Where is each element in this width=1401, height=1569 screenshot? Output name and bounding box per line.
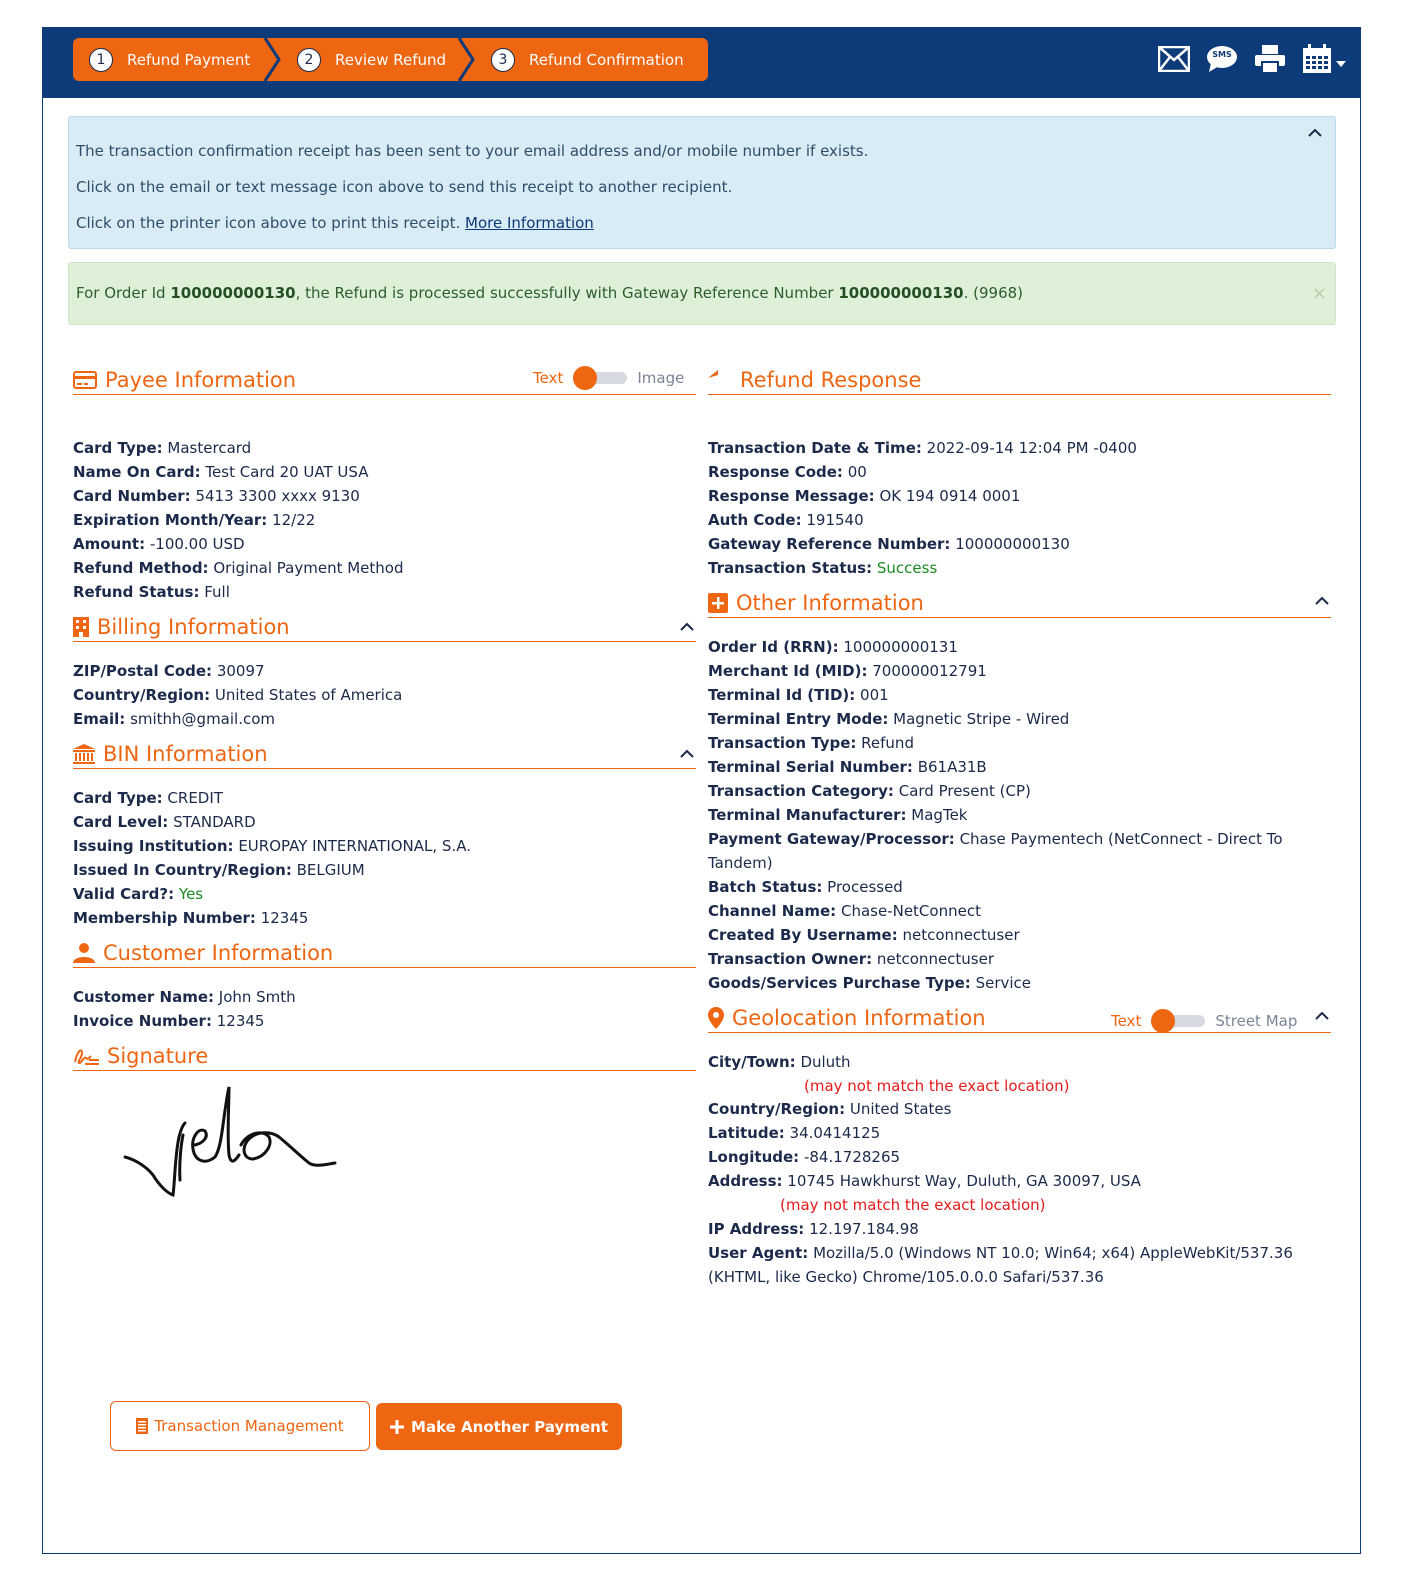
field-label: Invoice Number: [73,1012,212,1030]
receipt-actions [1158,44,1346,74]
collapse-chevron-icon[interactable] [1308,128,1322,137]
geo-view-toggle[interactable] [1111,1012,1297,1030]
payee-row [73,510,315,530]
section-title: Billing Information [97,614,290,639]
field-label: Country/Region: [73,686,211,704]
bin-row [73,884,203,904]
field-label: Terminal Serial Number: [708,758,913,776]
bank-icon [73,744,95,764]
field-value: 12345 [260,909,309,927]
left-column [73,363,696,1103]
other-row [708,877,903,897]
geo-row [708,1123,880,1143]
field-value: Service [975,974,1032,992]
field-label: User Agent: [708,1244,809,1262]
field-label: Response Code: [708,463,843,481]
field-value: Success [876,559,938,577]
field-value: -100.00 USD [149,535,245,553]
other-row [708,901,981,921]
field-value: smithh@gmail.com [130,710,276,728]
close-alert-button[interactable]: × [1311,283,1327,304]
toggle-text-label: Text [1111,1012,1142,1030]
field-value: Processed [827,878,903,896]
geo-row [708,1099,951,1119]
bin-row [73,836,471,856]
field-value: Magnetic Stripe - Wired [893,710,1070,728]
field-value: Test Card 20 UAT USA [205,463,369,481]
field-value: EUROPAY INTERNATIONAL, S.A. [238,837,471,855]
calendar-dropdown[interactable] [1302,44,1346,74]
toggle-switch[interactable] [573,372,627,384]
field-label: Auth Code: [708,511,802,529]
bin-row [73,860,365,880]
other-row [708,757,987,777]
field-label: Card Number: [73,487,191,505]
field-value: STANDARD [173,813,256,831]
field-value: Yes [178,885,204,903]
field-value: Chase Paymentech (NetConnect - Direct To [959,830,1283,848]
receipt-icon [136,1418,148,1434]
field-value: 00 [847,463,867,481]
toggle-switch[interactable] [1151,1015,1205,1027]
field-label: Name On Card: [73,463,201,481]
field-value: 12.197.184.98 [809,1220,919,1238]
other-row [708,973,1031,993]
field-value: United States of America [214,686,403,704]
field-value: Mozilla/5.0 (Windows NT 10.0; Win64; x64) AppleWebKit/537.36 [813,1244,1293,1262]
refund-row [708,534,1070,554]
toggle-knob [1151,1009,1175,1033]
bin-row [73,788,223,808]
field-label: Transaction Owner: [708,950,873,968]
signature-icon [73,1046,99,1066]
field-label: Refund Method: [73,559,209,577]
make-another-payment-button[interactable] [376,1403,622,1450]
step-divider-icon [263,38,281,81]
customer-section-header [73,938,696,968]
geo-row [708,1219,919,1239]
geo-row [708,1267,1104,1287]
refund-row [708,558,937,578]
step-review-refund[interactable] [297,38,446,81]
printer-icon[interactable] [1254,44,1286,74]
field-value: 30097 [216,662,265,680]
field-label: Terminal Id (TID): [708,686,856,704]
success-alert [68,262,1336,325]
field-value: 700000012791 [872,662,987,680]
field-value: 100000000130 [955,535,1070,553]
field-value: Card Present (CP) [898,782,1031,800]
info-line-1: The transaction confirmation receipt has been sent to your email address and/or mobile number if exists. [76,142,869,160]
bin-section-header [73,739,696,769]
billing-section-header [73,612,696,642]
billing-row [73,709,275,729]
signature-image [123,1085,343,1200]
toggle-text-label: Text [533,369,564,387]
step-label: Review Refund [335,50,447,69]
collapse-chevron-icon[interactable] [1315,1011,1329,1020]
info-line-3-text: Click on the printer icon above to print this receipt. [76,214,461,232]
field-label: City/Town: [708,1053,796,1071]
field-label: Expiration Month/Year: [73,511,268,529]
gateway-reference: 100000000130 [838,284,964,302]
field-value: 001 [860,686,889,704]
refund-section-header [708,365,1331,395]
credit-card-icon [73,370,97,390]
other-row [708,925,1020,945]
calendar-icon [1302,44,1332,74]
field-label: Transaction Type: [708,734,857,752]
field-label: Customer Name: [73,988,214,1006]
toggle-image-label: Image [637,369,685,387]
other-row [708,805,967,825]
other-row [708,829,1283,849]
other-row [708,949,994,969]
field-value: 12345 [216,1012,265,1030]
field-label: Card Type: [73,439,163,457]
other-row [708,709,1069,729]
building-icon [73,617,89,637]
step-divider-icon [457,38,475,81]
field-value: netconnectuser [876,950,995,968]
section-title: Other Information [736,590,924,615]
success-text: For Order Id [76,284,171,302]
field-value: 5413 3300 xxxx 9130 [195,487,360,505]
payee-view-toggle[interactable] [533,369,684,387]
payee-row [73,558,404,578]
field-value: Full [204,583,230,601]
collapse-chevron-icon[interactable] [1315,596,1329,605]
field-label: Terminal Entry Mode: [708,710,889,728]
billing-row [73,685,402,705]
field-value: 100000000131 [843,638,958,656]
top-bar [43,28,1360,98]
field-label: ZIP/Postal Code: [73,662,213,680]
other-section-header [708,588,1331,618]
geo-row [708,1147,900,1167]
field-label: Amount: [73,535,146,553]
billing-row [73,661,265,681]
field-value: Duluth [800,1053,851,1071]
payee-row [73,534,245,554]
section-title: Geolocation Information [732,1005,986,1030]
field-value: Tandem) [708,854,773,872]
field-value: United States [849,1100,952,1118]
button-label: Make Another Payment [411,1417,608,1436]
field-value: -84.1728265 [803,1148,901,1166]
field-label: Country/Region: [708,1100,846,1118]
bin-row [73,908,308,928]
field-label: Batch Status: [708,878,823,896]
field-value: netconnectuser [902,926,1020,944]
field-label: Goods/Services Purchase Type: [708,974,971,992]
step-number: 2 [297,48,321,72]
field-label: Longitude: [708,1148,800,1166]
collapse-chevron-icon[interactable] [680,622,694,631]
field-label: Transaction Date & Time: [708,439,922,457]
field-label: Payment Gateway/Processor: [708,830,955,848]
geo-row [708,1052,851,1072]
field-value: CREDIT [167,789,223,807]
geo-row [708,1171,1141,1191]
field-label: Issuing Institution: [73,837,234,855]
other-row [708,781,1031,801]
location-accuracy-note: (may not match the exact location) [780,1196,1046,1214]
button-label: Transaction Management [154,1417,344,1435]
email-icon[interactable] [1158,46,1190,72]
more-information-link[interactable]: More Information [465,214,594,232]
field-value: Original Payment Method [213,559,404,577]
field-value: Refund [861,734,914,752]
payee-row [73,462,368,482]
field-value: BELGIUM [296,861,365,879]
toggle-knob [573,366,597,390]
refund-row [708,462,867,482]
reply-icon [708,370,732,390]
field-label: Card Type: [73,789,163,807]
info-alert [68,116,1336,249]
other-row [708,853,773,873]
step-refund-confirmation[interactable] [491,38,684,81]
transaction-management-button[interactable] [110,1401,370,1451]
refund-row [708,486,1020,506]
section-title: Signature [107,1043,209,1068]
collapse-chevron-icon[interactable] [680,749,694,758]
field-label: Membership Number: [73,909,256,927]
toggle-street-map-label: Street Map [1215,1012,1298,1030]
customer-row [73,987,296,1007]
field-value: 12/22 [272,511,316,529]
section-title: BIN Information [103,741,268,766]
other-row [708,661,987,681]
map-marker-icon [708,1007,724,1029]
field-value: John Smth [218,988,296,1006]
field-value: B61A31B [917,758,987,776]
field-label: Refund Status: [73,583,200,601]
field-label: Response Message: [708,487,875,505]
section-title: Refund Response [740,367,922,392]
sms-icon[interactable] [1206,45,1238,73]
payee-row [73,582,230,602]
field-label: Created By Username: [708,926,898,944]
field-label: Issued In Country/Region: [73,861,292,879]
success-message [76,284,1023,302]
other-row [708,685,889,705]
field-value: Chase-NetConnect [840,902,981,920]
payee-row [73,486,360,506]
section-title: Customer Information [103,940,334,965]
plus-icon [390,1420,404,1434]
other-row [708,637,958,657]
field-label: Transaction Status: [708,559,873,577]
order-id: 100000000130 [170,284,296,302]
info-line-2: Click on the email or text message icon above to send this receipt to another recipient. [76,178,733,196]
field-label: Merchant Id (MID): [708,662,868,680]
caret-down-icon [1336,61,1346,67]
field-label: Order Id (RRN): [708,638,839,656]
location-accuracy-note: (may not match the exact location) [804,1077,1070,1095]
field-label: Channel Name: [708,902,837,920]
payee-row [73,438,251,458]
customer-row [73,1011,264,1031]
field-label: Valid Card?: [73,885,175,903]
field-label: Address: [708,1172,783,1190]
sms-label: SMS [1212,50,1232,59]
step-refund-payment[interactable] [89,38,250,81]
field-value: OK 194 0914 0001 [879,487,1021,505]
plus-square-icon [708,593,728,613]
field-value: (KHTML, like Gecko) Chrome/105.0.0.0 Safari/537.36 [708,1268,1104,1286]
user-icon [73,943,95,963]
field-value: 34.0414125 [789,1124,881,1142]
field-value: 2022-09-14 12:04 PM -0400 [926,439,1137,457]
field-value: 191540 [806,511,864,529]
field-value: Mastercard [167,439,252,457]
other-row [708,733,914,753]
step-label: Refund Confirmation [529,50,684,69]
step-number: 1 [89,48,113,72]
signature-section-header [73,1041,696,1071]
field-label: IP Address: [708,1220,805,1238]
geo-row [708,1243,1293,1263]
refund-row [708,438,1137,458]
bin-row [73,812,256,832]
field-value: MagTek [911,806,968,824]
step-number: 3 [491,48,515,72]
field-label: Latitude: [708,1124,785,1142]
success-text: . (9968) [963,284,1024,302]
section-title: Payee Information [105,367,297,392]
page-frame [42,27,1361,1554]
success-text: , the Refund is processed successfully with Gateway Reference Number [295,284,839,302]
field-label: Transaction Category: [708,782,894,800]
right-column [708,363,1331,1323]
info-line-3 [76,214,594,232]
field-label: Gateway Reference Number: [708,535,951,553]
step-label: Refund Payment [127,50,251,69]
field-label: Email: [73,710,126,728]
step-progress [73,38,708,81]
field-label: Terminal Manufacturer: [708,806,907,824]
field-value: 10745 Hawkhurst Way, Duluth, GA 30097, USA [787,1172,1141,1190]
field-label: Card Level: [73,813,169,831]
refund-row [708,510,864,530]
